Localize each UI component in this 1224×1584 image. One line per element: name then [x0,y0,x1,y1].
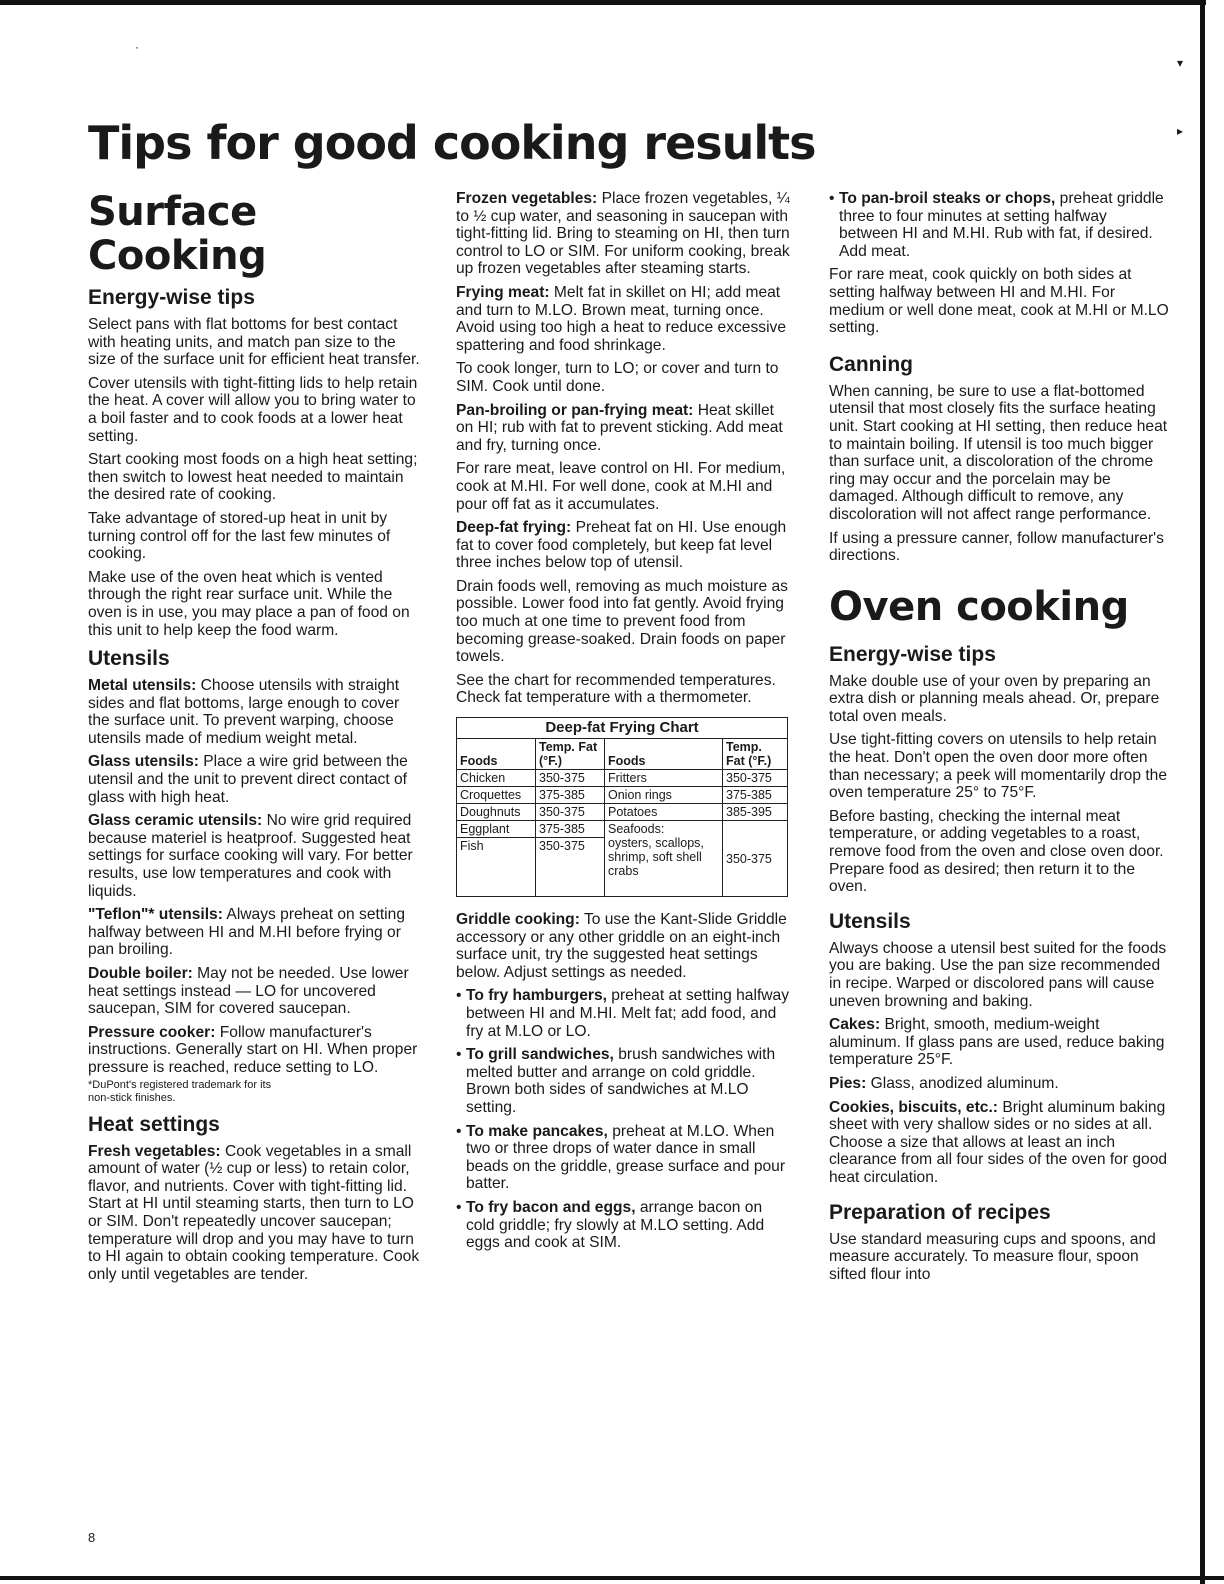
column-header: Temp. Fat (°F.) [536,739,605,770]
utensil-tip [88,812,424,900]
list-item [829,190,1169,260]
tip-text: Place a wire grid between the utensil and the unit to prevent direct contact of glass with high heat. [88,753,408,806]
tip-label: To make pancakes, [466,1122,608,1140]
paragraph: See the chart for recommended temperatures. Check fat temperature with a thermometer. [456,671,776,707]
steaks-tip-list [829,190,1169,260]
column-right [829,190,1169,1289]
paragraph: Use standard measuring cups and spoons, and measure accurately. To measure flour, spoon sifted flour into [829,1230,1156,1283]
tip-text: No wire grid required because materiel is heatproof. Suggested heat settings for surface cooking will vary. For better results, use low temperatures and cook with liquids. [88,812,413,900]
seafoods-items: oysters, scallops, shrimp, soft shell crabs [608,836,704,879]
tip-text: Cook vegetables in a small amount of water (½ cup or less) to retain color, flavor, and nutrients. Cover with tight-fitting lid. [88,1142,412,1195]
table-cell: Onion rings [605,787,723,804]
paragraph: To cook longer, turn to LO; or cover and turn to SIM. Cook until done. [456,360,779,395]
paragraph: For rare meat, cook quickly on both sides at setting halfway between HI and M.HI. For medium or well done meat, cook at M.HI or M.LO setting. [829,266,1169,337]
table-cell: 375-385 [536,787,605,804]
column-left [88,190,424,1289]
bottom-border [0,1576,1224,1580]
page-number: 8 [88,1530,96,1545]
seafoods-label: Seafoods: [608,822,665,837]
tip-label: To grill sandwiches, [466,1046,614,1064]
table-row [457,787,788,804]
table-cell: 385-395 [723,804,788,821]
list-item [456,1046,792,1116]
table-row [457,770,788,787]
table-cell: 375-385 [723,787,788,804]
tip-label: Griddle cooking: [456,911,580,929]
speck: ▾ [1177,56,1184,70]
top-border [0,0,1206,5]
tip-label: Pies: [829,1074,867,1092]
paragraph: Start cooking most foods on a high heat setting; then switch to lowest heat needed to maintain the desired rate of cooking. [88,451,418,504]
table-cell: Croquettes [457,787,536,804]
paragraph: Select pans with flat bottoms for best contact with heating units, and match pan size to the size of the surface unit for efficient heat transfer. [88,316,420,369]
deep-fat-frying-tip [456,519,792,572]
tip-text: Place frozen vegetables, ¼ to ½ cup water, and seasoning in saucepan with tight-fitting lid. Bring to steaming on HI, then turn control to LO or SIM. For uniform cooking, break up frozen vegetables after steaming starts. [456,190,790,278]
tip-label: Cookies, biscuits, etc.: [829,1098,998,1116]
table-cell: 350-375 [723,770,788,787]
tip-text: Follow manufacturer's instructions. Generally start on HI. When proper pressure is reached, reduce setting to LO. [88,1023,418,1076]
paragraph: Make use of the oven heat which is vented through the right rear surface unit. While the oven is in use, you may place a pan of food on this unit to help keep the food warm. [88,568,410,639]
paragraph: If using a pressure canner, follow manufacturer's directions. [829,529,1164,565]
tip-label: Glass utensils: [88,753,199,771]
paragraph: Take advantage of stored-up heat in unit by turning control off for the last few minutes of cooking. [88,509,391,563]
tip-text: Bright aluminum baking sheet with very shallow sides or no sides at all. Choose a size that allows at least an inch clearance from all four sides of the oven for good heat circulation. [829,1098,1168,1186]
table-cell: Chicken [457,770,536,787]
column-middle [456,190,792,1258]
tip-text: To use the Kant-Slide Griddle accessory or any other griddle on an eight-inch surface unit, try the suggested heat settings below. Adjust settings as needed. [456,911,787,981]
tip-text: Always preheat on setting halfway between HI and M.HI before frying or pan broiling. [88,906,405,959]
griddle-cooking-tip [456,911,792,981]
fresh-vegetables-tip [88,1143,424,1196]
tip-label: Fresh vegetables: [88,1142,221,1160]
table-row [457,821,788,838]
paragraph: Make double use of your oven by preparing an extra dish or planning meals ahead. Or, prepare total oven meals. [829,672,1160,725]
paragraph: Before basting, checking the internal meat temperature, or adding vegetables to a roast, remove food from the oven and close oven door. Prepare food as desired; then return it to the oven. [829,807,1164,896]
tip-text: Preheat fat on HI. Use enough fat to cover food completely, but keep fat level three inches below top of utensil. [456,519,787,572]
table-cell: 350-375 [536,804,605,821]
table-cell: Fish [457,838,536,897]
page-title: Tips for good cooking results [88,116,816,170]
heat-settings-heading: Heat settings [88,1112,220,1136]
column-header: Temp. Fat (°F.) [723,739,788,770]
column-header: Foods [457,739,536,770]
griddle-tips-list [456,987,792,1251]
tip-label: Cakes: [829,1016,881,1034]
tip-text: Bright, smooth, medium-weight aluminum. If glass pans are used, reduce baking temperature 25°F. [829,1016,1165,1069]
footnote: non-stick finishes. [88,1091,176,1104]
utensils-heading: Utensils [829,909,911,933]
paragraph: Cover utensils with tight-fitting lids to help retain the heat. A cover will allow you to bring water to a boil faster and to cook foods at a lower heat setting. [88,374,418,445]
tip-label: Metal utensils: [88,677,197,695]
utensil-tip [88,965,424,1018]
tip-text: preheat at M.LO. When two or three drops of water dance in small beads on the griddle, grease surface and pour batter. [466,1122,786,1193]
table-cell: Potatoes [605,804,723,821]
tip-text: Melt fat in skillet on HI; add meat and turn to M.LO. Brown meat, turning once. Avoid using too high a heat to reduce excessive spattering and food shrinkage. [456,283,786,354]
cookies-tip [829,1099,1169,1187]
preparation-heading: Preparation of recipes [829,1200,1051,1224]
energy-wise-heading: Energy-wise tips [829,642,996,666]
speck: ▸ [1177,124,1184,138]
frozen-vegetables-tip [456,190,792,278]
energy-wise-heading: Energy-wise tips [88,286,255,309]
table-cell: 375-385 [536,821,605,838]
tip-label: Glass ceramic utensils: [88,812,263,830]
list-item [456,1123,792,1193]
footnote: *DuPont's registered trademark for its [88,1078,272,1091]
paragraph: Start at HI until steaming starts, then turn to LO or SIM. Don't repeatedly uncover saucepan; temperature will drop and you may have to turn to HI again to obtain cooking temperature. Cook only until vegetables are tender. [88,1195,420,1283]
paragraph: Drain foods well, removing as much moisture as possible. Lower food into fat gently. Avoid frying too much at one time to prevent food from becoming grease-soaked. Drain foods on paper towels. [456,577,788,666]
tip-text: Choose utensils with straight sides and flat bottoms, large enough to cover the surface unit. To prevent warping, choose utensils made of medium weight metal. [88,677,400,747]
chart-title: Deep-fat Frying Chart [457,718,788,739]
tip-text: arrange bacon on cold griddle; fry slowly at M.LO setting. Add eggs and cook at SIM. [466,1198,765,1252]
tip-label: Frozen vegetables: [456,190,598,207]
tip-text: brush sandwiches with melted butter and arrange on cold griddle. Brown both sides of sandwiches at M.LO setting. [466,1046,776,1116]
table-cell: Doughnuts [457,804,536,821]
tip-label: Double boiler: [88,965,193,982]
tip-label: Pressure cooker: [88,1023,216,1041]
surface-heading: Surface [88,189,257,235]
tip-text: Glass, anodized aluminum. [870,1074,1059,1092]
cooking-heading: Cooking [88,233,267,279]
tip-label: To pan-broil steaks or chops, [839,190,1056,207]
deep-fat-frying-chart [456,717,788,897]
tip-label: Pan-broiling or pan-frying meat: [456,401,694,419]
tip-label: "Teflon"* utensils: [88,906,223,924]
table-row [457,804,788,821]
cakes-tip [829,1016,1169,1069]
table-cell: 350-375 [723,821,788,897]
utensil-tip [88,906,424,959]
paragraph: For rare meat, leave control on HI. For medium, cook at M.HI. For well done, cook at M.HI and pour off fat as it accumulates. [456,460,786,513]
tip-label: To fry bacon and eggs, [466,1198,636,1216]
table-cell: 350-375 [536,770,605,787]
paragraph: When canning, be sure to use a flat-bottomed utensil that most closely fits the surface heating unit. Start cooking at HI setting, then reduce heat to maintain boiling. If utensil is too much bigger than surface unit, a discoloration of the chrome ring may occur and the porcelain may be damaged. Although difficult to remove, any discoloration will not affect range performance. [829,382,1168,523]
utensil-tip [88,753,424,806]
list-item [456,987,792,1040]
tip-text: preheat at setting halfway between HI and M.HI. Melt fat; add food, and fry at M.LO or LO. [466,987,790,1040]
column-header: Foods [605,739,723,770]
right-border [1200,0,1205,1584]
tip-text: preheat griddle three to four minutes at setting halfway between HI and M.HI. Rub with fat, if desired. Add meat. [839,190,1164,260]
tip-label: Deep-fat frying: [456,519,572,537]
frying-meat-tip [456,284,792,354]
oven-cooking-heading: Oven cooking [829,583,1129,630]
paragraph: Always choose a utensil best suited for the foods you are baking. Use the pan size recommended in recipe. Warped or discolored pans will cause uneven browning and baking. [829,939,1167,1010]
canning-heading: Canning [829,352,913,376]
table-cell: Eggplant [457,821,536,838]
table-cell: Fritters [605,770,723,787]
paragraph: Use tight-fitting covers on utensils to help retain the heat. Don't open the oven door more often than necessary; a peek will momentarily drop the oven temperature 25° to 75°F. [829,731,1168,802]
list-item [456,1199,792,1252]
tip-text: May not be needed. Use lower heat settings instead — LO for uncovered saucepan, SIM for covered saucepan. [88,965,409,1018]
table-cell [605,821,723,897]
utensils-heading: Utensils [88,647,170,671]
pan-broiling-tip [456,402,792,455]
pies-tip [829,1075,1169,1093]
tip-label: Frying meat: [456,283,550,301]
table-cell: 350-375 [536,838,605,897]
utensil-tip [88,677,424,747]
tip-text: Heat skillet on HI; rub with fat to prevent sticking. Add meat and fry, turning once. [456,401,783,454]
speck: · [135,40,139,54]
utensil-tip [88,1024,424,1077]
tip-label: To fry hamburgers, [466,987,607,1005]
